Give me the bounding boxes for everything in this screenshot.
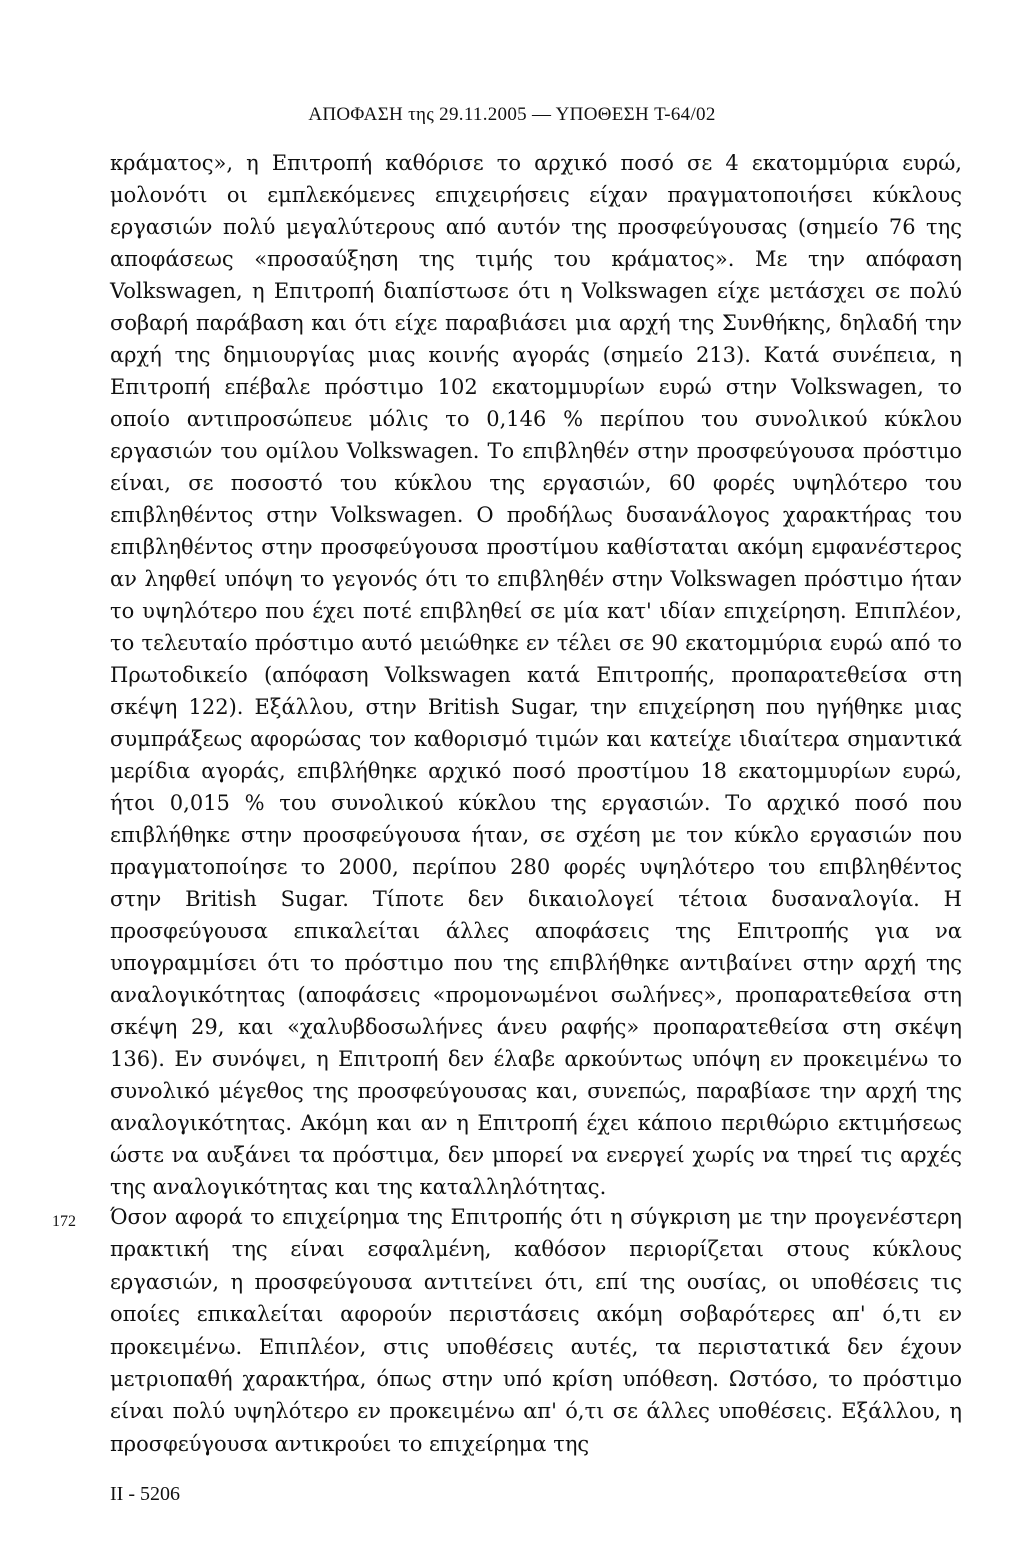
paragraph-172: Όσον αφορά το επιχείρημα της Επιτροπής ότι η σύγκριση με την προγενέστερη πρακτική της είναι εσφαλμένη, καθόσον περιορίζεται στους κύκλους εργασιών, η προσφεύγουσα αντιτείνει ότι, επί της ουσίας, οι υποθέσεις τις οποίες επικαλείται αφορούν περιστάσεις ακόμη σοβαρότερες απ' ό,τι εν προκειμένω. Επιπλέον, στις υποθέσεις αυτές, τα περιστατικά δεν έχουν μετριοπαθή χαρακτήρα, όπως στην υπό κρίση υπόθεση. Ωστόσο, το πρόστιμο είναι πολύ υψηλότερο εν προκειμένω απ' ό,τι σε άλλες υποθέσεις. Εξάλλου, η προσφεύγουσα αντικρούει το επιχείρημα της	[110, 1205, 962, 1456]
running-header: ΑΠΟΦΑΣΗ της 29.11.2005 — ΥΠΟΘΕΣΗ T-64/02	[308, 104, 716, 125]
paragraph-continued: κράματος», η Επιτροπή καθόρισε το αρχικό ποσό σε 4 εκατομμύρια ευρώ, μολονότι οι εμπλεκόμενες επιχειρήσεις είχαν πραγματοποιήσει κύκλους εργασιών πολύ μεγαλύτερους από αυτόν της προσφεύγουσας (σημείο 76 της αποφάσεως «προσαύξηση της τιμής του κράματος». Με την απόφαση Volkswagen, η Επιτροπή διαπίστωσε ότι η Volkswagen είχε μετάσχει σε πολύ σοβαρή παράβαση και ότι είχε παραβιάσει μια αρχή της Συνθήκης, δηλαδή την αρχή της δημιουργίας μιας κοινής αγοράς (σημείο 213). Κατά συνέπεια, η Επιτροπή επέβαλε πρόστιμο 102 εκατομμυρίων ευρώ στην Volkswagen, το οποίο αντιπροσώπευε μόλις το 0,146 % περίπου του συνολικού κύκλου εργασιών του ομίλου Volkswagen. Το επιβληθέν στην προσφεύγουσα πρόστιμο είναι, σε ποσοστό του κύκλου της εργασιών, 60 φορές υψηλότερο του επιβληθέντος στην Volkswagen. Ο προδήλως δυσανάλογος χαρακτήρας του επιβληθέντος στην προσφεύγουσα προστίμου καθίσταται ακόμη εμφανέστερος αν ληφθεί υπόψη το γεγονός ότι το επιβληθέν στην Volkswagen πρόστιμο ήταν το υψηλότερο που έχει ποτέ επιβληθεί σε μία κατ' ιδίαν επιχείρηση. Επιπλέον, το τελευταίο πρόστιμο αυτό μειώθηκε εν τέλει σε 90 εκατομμύρια ευρώ από το Πρωτοδικείο (απόφαση Volkswagen κατά Επιτροπής, προπαρατεθείσα στη σκέψη 122). Εξάλλου, στην British Sugar, την επιχείρηση που ηγήθηκε μιας συμπράξεως αφορώσας τον καθορισμό τιμών και κατείχε ιδιαίτερα σημαντικά μερίδια αγοράς, επιβλήθηκε αρχικό ποσό προστίμου 18 εκατομμυρίων ευρώ, ήτοι 0,015 % του συνολικού κύκλου της εργασιών. Το αρχικό ποσό που επιβλήθηκε στην προσφεύγουσα ήταν, σε σχέση με τον κύκλο εργασιών που πραγματοποίησε το 2000, περίπου 280 φορές υψηλότερο του επιβληθέντος στην British Sugar. Τίποτε δεν δικαιολογεί τέτοια δυσαναλογία. Η προσφεύγουσα επικαλείται άλλες αποφάσεις της Επιτροπής για να υπογραμμίσει ότι το πρόστιμο που της επιβλήθηκε αντιβαίνει στην αρχή της αναλογικότητας (αποφάσεις «προμονωμένοι σωλήνες», προπαρατεθείσα στη σκέψη 29, και «χαλυβδοσωλήνες άνευ ραφής» προπαρατεθείσα στη σκέψη 136). Εν συνόψει, η Επιτροπή δεν έλαβε αρκούντως υπόψη εν προκειμένω το συνολικό μέγεθος της προσφεύγουσας και, συνεπώς, παραβίασε την αρχή της αναλογικότητας. Ακόμη και αν η Επιτροπή έχει κάποιο περιθώριο εκτιμήσεως ώστε να αυξάνει τα πρόστιμα, δεν μπορεί να ενεργεί χωρίς να τηρεί τις αρχές της αναλογικότητας και της καταλληλότητας.	[110, 151, 962, 1199]
page-number: II - 5206	[110, 1483, 180, 1505]
paragraph-number: 172	[52, 1213, 76, 1230]
